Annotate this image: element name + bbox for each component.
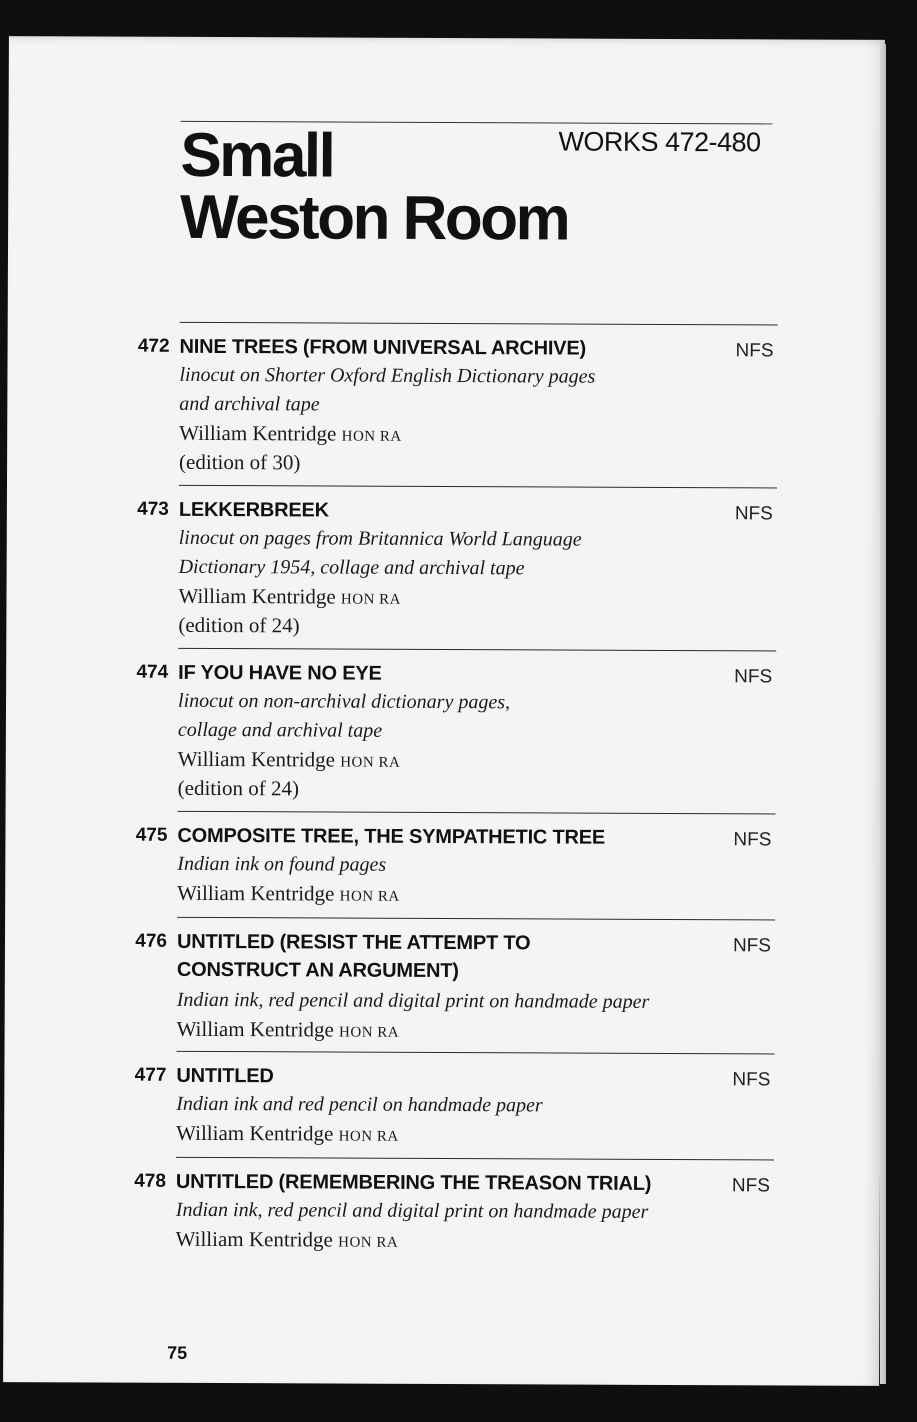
entry-medium: and archival tape [179,392,320,416]
entry-price: NFS [732,935,772,957]
artist-honours: HON RA [340,591,402,608]
entry-price: NFS [734,666,773,688]
catalogue-entry-474 [126,648,777,811]
catalogue-entry-478 [124,1157,774,1260]
entry-artist [179,419,402,452]
entry-rule [177,1051,775,1055]
entry-artist [176,1225,399,1258]
catalogue-entry-472 [127,322,778,485]
entry-rule [180,322,778,326]
entry-title: UNTITLED [176,1064,274,1088]
artist-honours: HON RA [338,1234,399,1251]
artist-honours: HON RA [339,888,400,905]
entry-price: NFS [732,1069,771,1091]
entry-medium: Indian ink on found pages [177,852,387,876]
entry-artist [177,879,400,912]
entry-number: 478 [134,1170,166,1192]
artist-honours: HON RA [338,1128,399,1145]
entry-title-line: CONSTRUCT AN ARGUMENT) [176,958,459,983]
catalogue-entry-477 [124,1051,774,1154]
catalogue-page [3,36,885,1386]
catalogue-entry-476 [125,917,776,1050]
page-edge [880,44,886,1384]
entry-number: 477 [134,1064,167,1086]
room-title-line-2: Weston Room [180,182,569,254]
artist-name: William Kentridge [177,880,335,906]
catalogue-entry-475 [125,811,775,924]
entry-rule [179,485,777,489]
entry-title [177,928,687,986]
entry-artist [176,1119,399,1152]
room-title-line-1: Small [180,120,334,191]
entry-artist [178,582,401,615]
artist-name: William Kentridge [179,420,337,446]
entry-medium: Indian ink, red pencil and digital print on handmade paper [176,988,650,1013]
entry-medium: Indian ink and red pencil on handmade paper [176,1092,543,1117]
entry-number: 475 [135,824,168,846]
entry-price: NFS [733,829,772,851]
artist-name: William Kentridge [175,1226,333,1252]
artist-honours: HON RA [339,1024,400,1041]
entry-title: UNTITLED (REMEMBERING THE TREASON TRIAL) [175,1170,652,1195]
entry-rule [178,648,776,652]
entry-rule [176,1157,774,1161]
entry-price: NFS [735,340,774,362]
artist-name: William Kentridge [176,1016,334,1042]
page-number: 75 [167,1342,188,1363]
works-range: WORKS 472-480 [558,126,761,158]
artist-name: William Kentridge [176,1120,334,1146]
entry-number: 476 [135,930,168,952]
entry-artist [177,1015,400,1048]
entry-number: 474 [136,661,169,683]
entry-title: COMPOSITE TREE, THE SYMPATHETIC TREE [177,824,606,849]
entry-artist [178,745,401,778]
entry-medium: Indian ink, red pencil and digital print on handmade paper [175,1198,649,1223]
artist-honours: HON RA [340,754,401,771]
artist-name: William Kentridge [177,746,336,772]
catalogue-entry-473 [126,485,777,648]
entry-medium: collage and archival tape [177,718,383,742]
entry-medium: Dictionary 1954, collage and archival tape [178,555,525,580]
entry-price: NFS [734,503,773,525]
entry-rule [178,811,776,815]
entry-price: NFS [731,1175,770,1197]
entry-number: 473 [137,498,169,520]
entry-medium: linocut on Shorter Oxford English Dictionary pages [179,363,596,388]
entry-title: LEKKERBREEK [178,498,329,522]
entry-edition: (edition of 30) [179,449,301,475]
artist-name: William Kentridge [178,583,336,609]
room-title [180,120,569,254]
entry-title: IF YOU HAVE NO EYE [178,661,382,685]
entry-medium: linocut on pages from Britannica World Language [178,526,582,551]
entry-title-line: UNTITLED (RESIST THE ATTEMPT TO [176,930,531,955]
entry-title: NINE TREES (FROM UNIVERSAL ARCHIVE) [179,335,587,360]
entry-edition: (edition of 24) [177,775,300,801]
entry-medium: linocut on non-archival dictionary pages, [177,689,511,714]
entry-edition: (edition of 24) [178,612,300,638]
artist-honours: HON RA [341,428,402,445]
entry-number: 472 [137,335,170,357]
